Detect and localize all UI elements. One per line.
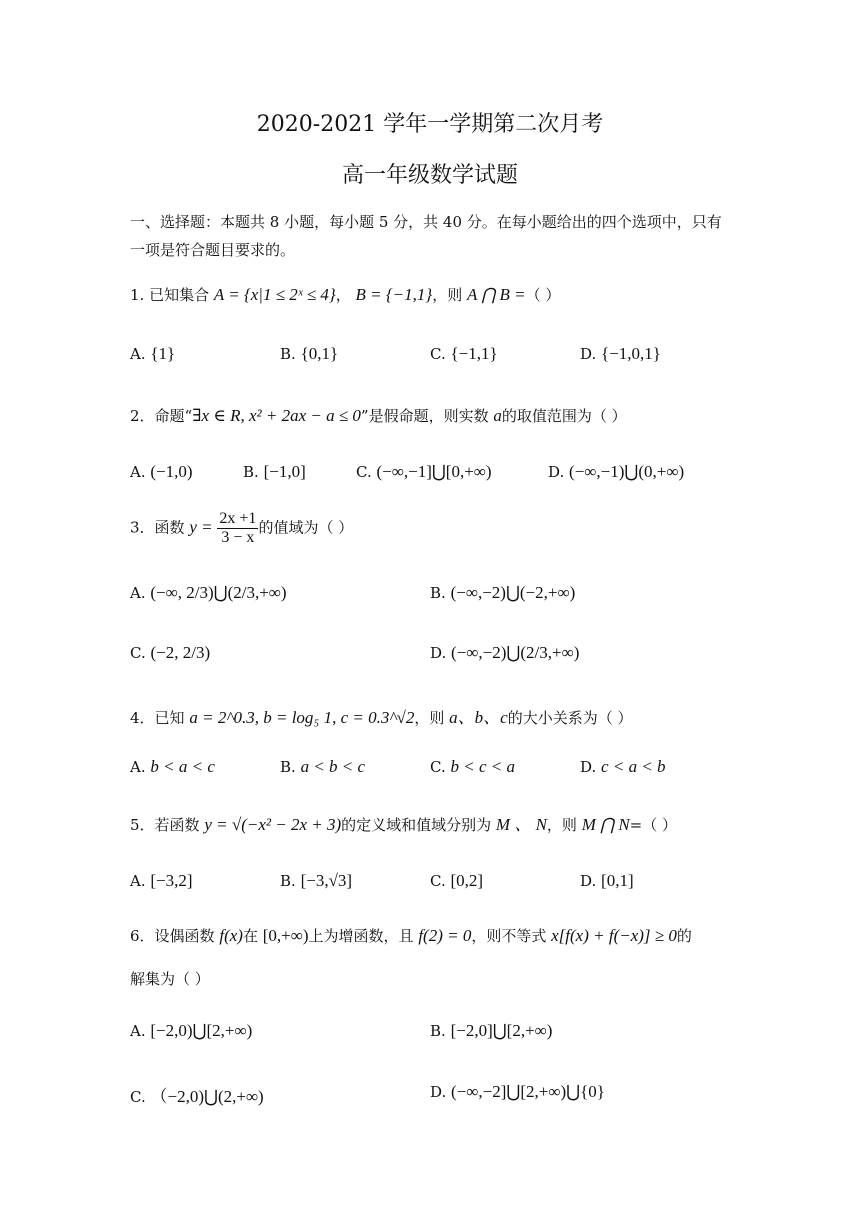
- exam-subtitle: 高一年级数学试题: [341, 163, 518, 188]
- question-5: 5．若函数 y = √(−x² − 2x + 3)的定义域和值域分别为 M 、 N，则 M ⋂ N=（ ）: [130, 815, 678, 834]
- q4-option-d: D. c < a < b: [580, 757, 666, 776]
- q5-option-d: D. [0,1]: [580, 871, 634, 890]
- q2-option-c: C. (−∞,−1]⋃[0,+∞): [356, 462, 492, 481]
- q6-option-c: C. （−2,0)⋃(2,+∞): [130, 1087, 264, 1106]
- q1-option-d: D. {−1,0,1}: [580, 344, 661, 363]
- question-2: 2．命题“∃x ∈ R, x² + 2ax − a ≤ 0”是假命题，则实数 a的取值范围为（ ）: [130, 406, 627, 425]
- q3-option-a: A. (−∞, 2/3)⋃(2/3,+∞): [130, 583, 287, 602]
- question-1: 1. 已知集合 A = {x|1 ≤ 2ˣ ≤ 4}， B = {−1,1}，则 A ⋂ B =（ ）: [130, 285, 561, 304]
- q4-option-c: C. b < c < a: [430, 757, 515, 776]
- q1-option-c: C. {−1,1}: [430, 344, 498, 363]
- q4-option-b: B. a < b < c: [280, 757, 366, 776]
- q2-option-b: B. [−1,0]: [243, 462, 306, 481]
- question-6: 6．设偶函数 f(x)在 [0,+∞)上为增函数，且 f(2) = 0，则不等式 x[f(x) + f(−x)] ≥ 0的: [130, 926, 692, 945]
- q1-option-b: B. {0,1}: [280, 344, 339, 363]
- q6-option-a: A. [−2,0)⋃[2,+∞): [130, 1021, 253, 1040]
- question-3: 3．函数 y = $\frac{2x +1}{3 - x}$ 的值域为（ ）: [130, 510, 354, 546]
- q2-option-a: A. (−1,0): [130, 462, 193, 481]
- q3-option-b: B. (−∞,−2)⋃(−2,+∞): [430, 583, 576, 602]
- q6-option-b: B. [−2,0]⋃[2,+∞): [430, 1021, 553, 1040]
- exam-title: 2020-2021 学年一学期第二次月考: [256, 112, 604, 137]
- q4-option-a: A. b < a < c: [130, 757, 215, 776]
- q3-option-c: C. (−2, 2/3): [130, 643, 211, 662]
- q5-option-c: C. [0,2]: [430, 871, 484, 890]
- question-4: 4．已知 a = 2^0.3, b = log₅ 1, c = 0.3^√2，则 a、b、c的大小关系为（ ）: [130, 708, 633, 727]
- section-intro: 一、选择题：本题共 8 小题，每小题 5 分，共 40 分。在每小题给出的四个选项中，只有一项是符合题目要求的。: [130, 213, 722, 259]
- q5-option-b: B. [−3,√3]: [280, 871, 353, 890]
- q6-option-d: D. (−∞,−2]⋃[2,+∞)⋃{0}: [430, 1082, 605, 1101]
- question-6-line-2: 解集为（ ）: [130, 970, 210, 988]
- q3-option-d: D. (−∞,−2)⋃(2/3,+∞): [430, 643, 580, 662]
- q5-option-a: A. [−3,2]: [130, 871, 193, 890]
- q2-option-d: D. (−∞,−1)⋃(0,+∞): [548, 462, 685, 481]
- q3-fraction: $\frac{2x +1}{3 - x}$: [219, 510, 257, 546]
- q1-option-a: A. {1}: [130, 344, 176, 363]
